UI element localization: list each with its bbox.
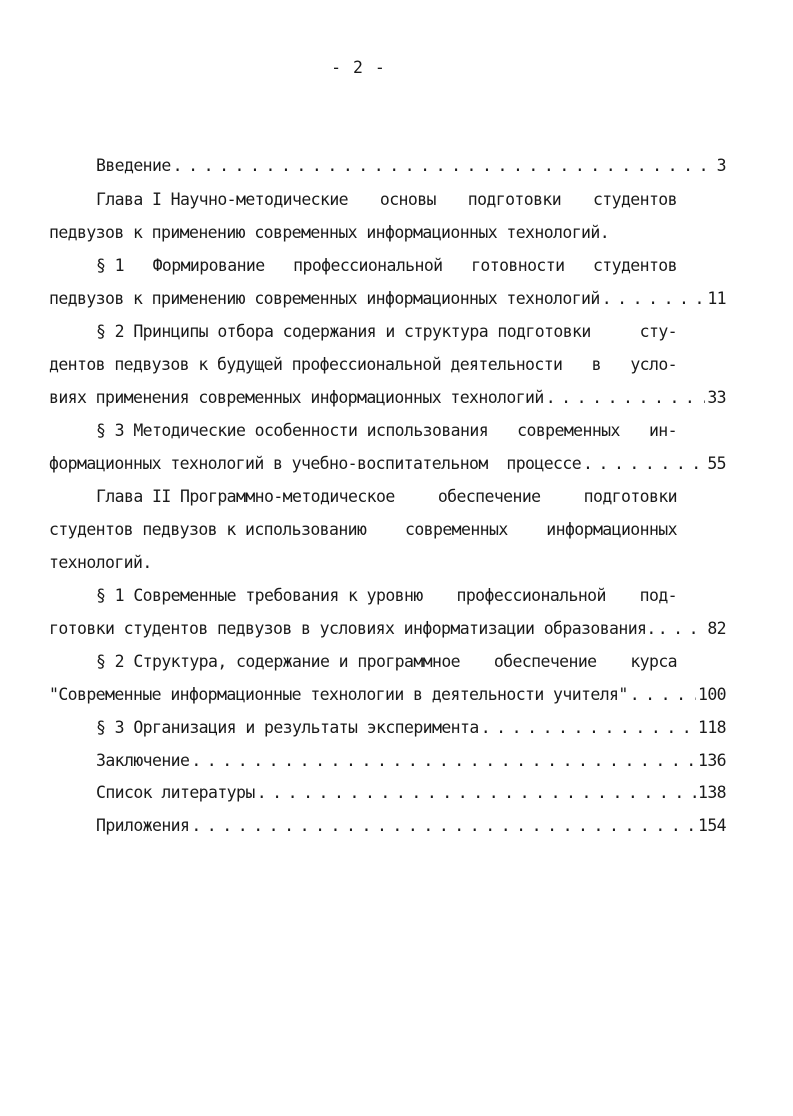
toc-word: студентов: [592, 190, 677, 209]
toc-page: 3: [716, 156, 726, 175]
toc-word: Глава I Научно-методические: [96, 190, 349, 209]
toc-word: подготовки: [467, 190, 562, 209]
toc-word: § 3 Методические особенности использования: [96, 421, 489, 440]
toc-chapter-2-line-3: технологий.: [49, 553, 152, 572]
toc-word: профессиональной: [456, 586, 606, 605]
toc-section-2-2-line-1: [96, 652, 677, 672]
toc-word: профессиональной: [293, 256, 443, 275]
toc-title: Список литературы: [96, 783, 255, 802]
toc-word: Глава II Программно-методическое: [96, 487, 395, 506]
toc-word: дентов педвузов к будущей профессиональной деятельности: [49, 355, 563, 374]
toc-word: сту-: [639, 322, 677, 341]
toc-word: подготовки: [583, 487, 677, 506]
toc-word: современных: [517, 421, 620, 440]
toc-section-2-2-line-2: [49, 685, 726, 705]
toc-word: студентов: [592, 256, 677, 275]
toc-title: Заключение: [96, 751, 190, 770]
toc-word: курса: [630, 652, 677, 671]
toc-word: основы: [379, 190, 436, 209]
toc-page: 138: [697, 783, 726, 802]
toc-word: усло-: [630, 355, 677, 374]
toc-title: формационных технологий в учебно-воспитательном процессе: [49, 454, 582, 473]
leader-dots: [191, 816, 696, 836]
toc-page: 100: [697, 685, 726, 704]
toc-section-2-1-line-1: [96, 586, 677, 606]
toc-word: в: [591, 355, 602, 374]
toc-word: современных: [404, 520, 508, 539]
toc-word: под-: [639, 586, 677, 605]
toc-chapter-2-line-2: [49, 520, 677, 540]
toc-word: § 2 Структура, содержание и программное: [96, 652, 461, 671]
toc-section-1-2-line-2: [49, 355, 677, 375]
toc-title: готовки студентов педвузов в условиях информатизации образования.: [49, 619, 656, 638]
toc-page: 11: [707, 289, 726, 308]
toc-section-2-3: [96, 718, 726, 738]
toc-title: Введение: [96, 156, 171, 175]
leader-dots: [658, 619, 706, 639]
toc-title: § 3 Организация и результаты эксперимента: [96, 718, 479, 737]
toc-word: информационных: [546, 520, 677, 539]
toc-section-1-1-line-1: [96, 256, 677, 276]
toc-section-1-3-line-1: [96, 421, 677, 441]
toc-title: Приложения: [96, 816, 190, 835]
leader-dots: [257, 783, 696, 803]
leader-dots: [173, 156, 715, 176]
toc-section-1-2-line-1: [96, 322, 677, 342]
leader-dots: [481, 718, 696, 738]
toc-page: 55: [707, 454, 726, 473]
toc-word: § 2 Принципы отбора содержания и структура подготовки: [96, 322, 591, 341]
toc-page: 118: [697, 718, 726, 737]
toc-title: виях применения современных информационных технологий: [49, 388, 544, 407]
toc-word: обеспечение: [437, 487, 541, 506]
toc-word: обеспечение: [493, 652, 597, 671]
page-number: - 2 -: [331, 58, 386, 77]
toc-entry-conclusion: [96, 751, 726, 771]
toc-word: § 1 Современные требования к уровню: [96, 586, 423, 605]
toc-word: Формирование: [152, 256, 265, 275]
toc-section-1-2-line-3: [49, 388, 726, 408]
toc-section-1-1-line-2: [49, 289, 726, 309]
toc-page: 154: [697, 816, 726, 835]
toc-title: педвузов к применению современных информационных технологий: [49, 289, 600, 308]
leader-dots: [602, 289, 706, 309]
leader-dots: [191, 751, 696, 771]
leader-dots: [630, 685, 696, 705]
toc-entry-intro: [96, 156, 726, 176]
toc-section-1-3-line-2: [49, 454, 726, 474]
toc-section-2-1-line-2: [49, 619, 726, 639]
toc-page: 82: [707, 619, 726, 638]
leader-dots: [583, 454, 705, 474]
toc-chapter-2-line-1: [96, 487, 677, 507]
leader-dots: [546, 388, 706, 408]
toc-word: студентов педвузов к использованию: [49, 520, 367, 539]
toc-chapter-1-line-2: педвузов к применению современных информационных технологий.: [49, 223, 610, 242]
toc-title: "Современные информационные технологии в деятельности учителя": [49, 685, 628, 704]
toc-word: ин-: [648, 421, 677, 440]
toc-page: 33: [707, 388, 726, 407]
toc-word: § 1: [96, 256, 125, 275]
toc-page: 136: [697, 751, 726, 770]
toc-chapter-1-line-1: [96, 190, 677, 210]
toc-entry-appendices: [96, 816, 726, 836]
toc-word: готовности: [471, 256, 565, 275]
toc-entry-references: [96, 783, 726, 803]
